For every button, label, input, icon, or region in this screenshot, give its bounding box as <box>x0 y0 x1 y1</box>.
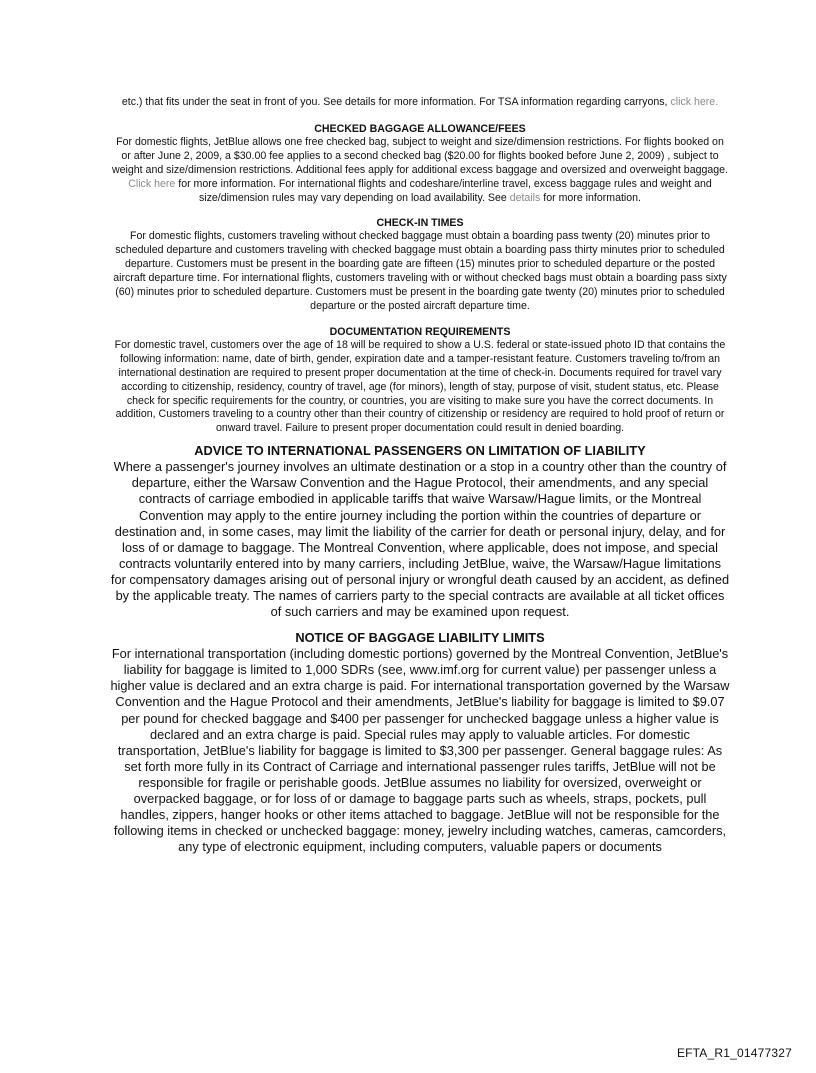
checked-baggage-heading: CHECKED BAGGAGE ALLOWANCE/FEES <box>314 122 526 135</box>
notice-paragraph: For international transportation (including domestic portions) governed by the Montreal Convention, JetBlue's liability for baggage is limited to 1,000 SDRs (see, www.imf.org for current value) per passenger unless a higher value is declared and an extra charge is paid. For international transportation governed by the Warsaw Convention and the Hague Protocol and their amendments, JetBlue's liability for baggage is limited to $9.07 per pound for checked baggage and $400 per passenger for unchecked baggage unless a higher value is declared and an extra charge is paid. Special rules may apply to valuable articles. For domestic transportation, JetBlue's liability for baggage is limited to $3,300 per passenger. General baggage rules: As set forth more fully in its Contract of Carriage and international passenger rules tariffs, JetBlue will not be responsible for fragile or perishable goods. JetBlue assumes no liability for oversized, overweight or overpacked baggage, or for loss of or damage to baggage parts such as wheels, straps, pockets, pull handles, zippers, hanger hooks or other items attached to baggage. JetBlue will not be responsible for the following items in checked or unchecked baggage: money, jewelry including watches, cameras, camcorders, any type of electronic equipment, including computers, valuable papers or documents <box>110 646 730 855</box>
advice-paragraph: Where a passenger's journey involves an ultimate destination or a stop in a country other than the country of departure, either the Warsaw Convention and the Hague Protocol, their amendments, and any special contracts of carriage embodied in applicable tariffs that waive Warsaw/Hague limits, or the Montreal Convention may apply to the entire journey including the portion within the countries of departure or destination and, in some cases, may limit the liability of the carrier for death or personal injury, delay, and for loss of or damage to baggage. The Montreal Convention, where applicable, does not impose, and special contracts voluntarily entered into by many carriers, including JetBlue, waive, the Warsaw/Hague limitations for compensatory damages arising out of personal injury or wrongful death caused by an accident, as defined by the applicable treaty. The names of carriers party to the special contracts are available at all ticket offices of such carriers and may be examined upon request. <box>110 459 730 620</box>
document-id: EFTA_R1_01477327 <box>676 1046 792 1060</box>
baggage-details-link[interactable]: details <box>509 191 541 204</box>
documentation-section <box>110 325 730 436</box>
advice-section <box>110 443 730 620</box>
check-in-heading: CHECK-IN TIMES <box>376 217 464 230</box>
checked-baggage-paragraph <box>110 136 730 206</box>
tsa-click-here-link[interactable]: click here. <box>670 96 719 108</box>
documentation-heading: DOCUMENTATION REQUIREMENTS <box>329 325 511 338</box>
intro-text: etc.) that fits under the seat in front of you. See details for more information. For TSA information regarding carryons, <box>121 96 671 108</box>
check-in-section <box>110 216 730 313</box>
notice-section <box>110 630 730 855</box>
notice-heading: NOTICE OF BAGGAGE LIABILITY LIMITS <box>295 630 545 646</box>
checked-baggage-section <box>110 122 730 206</box>
intro-section <box>110 96 730 110</box>
advice-heading: ADVICE TO INTERNATIONAL PASSENGERS ON LIMITATION OF LIABILITY <box>194 443 646 459</box>
checked-baggage-text-2: for more information. For international flights and codeshare/interline travel, excess baggage rules and weight and size/dimension rules may vary depending on load availability. See <box>175 177 712 204</box>
checked-baggage-text-1: For domestic flights, JetBlue allows one free checked bag, subject to weight and size/dimension restrictions. For flights booked on or after June 2, 2009, a $30.00 fee applies to a second checked bag ($20.00 for flights booked before June 2, 2009) , subject to weight and size/dimension restrictions. Additional fees apply for additional excess baggage and oversized and overweight baggage. <box>111 135 728 176</box>
baggage-fees-click-here-link[interactable]: Click here <box>128 177 176 190</box>
page-content <box>110 96 730 855</box>
checked-baggage-text-3: for more information. <box>540 191 642 204</box>
intro-paragraph <box>110 96 730 110</box>
documentation-paragraph: For domestic travel, customers over the age of 18 will be required to show a U.S. federal or state-issued photo ID that contains the following information: name, date of birth, gender, expiration date and a tamper-resistant feature. Customers traveling to/from an international destination are required to present proper documentation at the time of check-in. Documents required for travel vary according to citizenship, residency, country of travel, age (for minors), length of stay, purpose of visit, student status, etc. Please check for specific requirements for the country, or countries, you are visiting to make sure you have the correct documents. In addition, Customers traveling to a country other than their country of citizenship or residency are required to hold proof of return or onward travel. Failure to present proper documentation could result in denied boarding. <box>114 338 726 435</box>
check-in-paragraph: For domestic flights, customers traveling without checked baggage must obtain a boarding pass twenty (20) minutes prior to scheduled departure and customers traveling with checked baggage must obtain a boarding pass thirty minutes prior to scheduled departure. Customers must be present in the boarding gate are fifteen (15) minutes prior to scheduled departure or the posted aircraft departure time. For international flights, customers traveling with or without checked bags must obtain a boarding pass sixty (60) minutes prior to scheduled departure. Customers must be present in the boarding gate twenty (20) minutes prior to scheduled departure or the posted aircraft departure time. <box>113 230 727 312</box>
